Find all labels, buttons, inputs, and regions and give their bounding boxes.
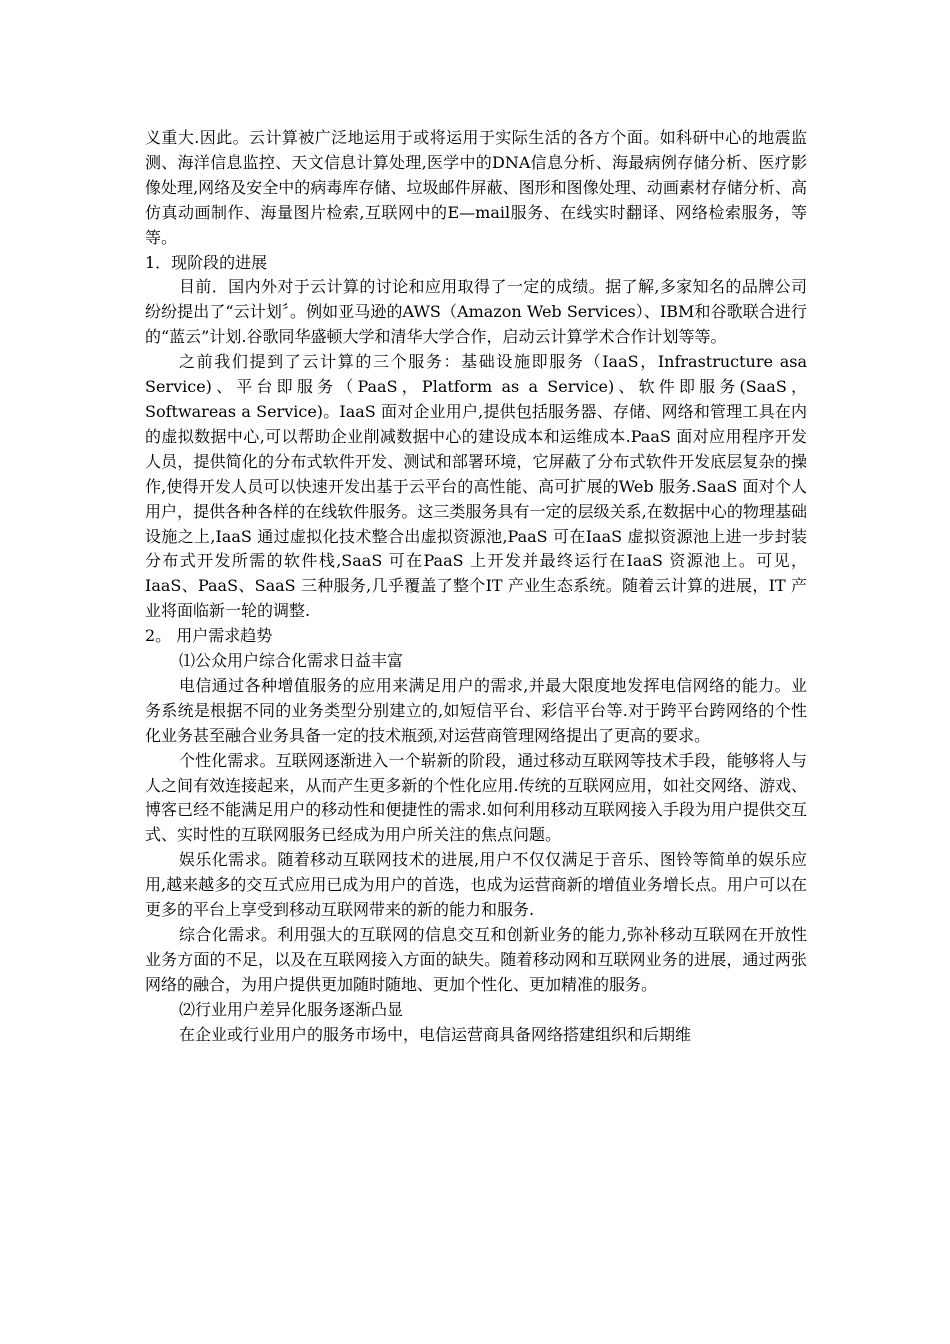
subheading-industry-users: ⑵行业用户差异化服务逐渐凸显 xyxy=(179,999,404,1019)
paragraph-integrated: 综合化需求。利用强大的互联网的信息交互和创新业务的能力,弥补移动互联网在开放性业务方面的不足，以及在互联网接入方面的缺失。随着移动网和互联网业务的进展，通过两张网络的融合，为用户提供更加随时随地、更加个性化、更加精准的服务。 xyxy=(145,925,807,994)
paragraph-intro: 义重大.因此。云计算被广泛地运用于或将运用于实际生活的各方个面。如科研中心的地震监测、海洋信息监控、天文信息计算处理,医学中的DNA信息分析、海最病例存储分析、医疗影像处理,网络及安全中的病毒库存储、垃圾邮件屏蔽、图形和图像处理、动画素材存储分析、高仿真动画制作、海量图片检索,互联网中的E—mail服务、在线实时翻译、网络检索服务，等等。 xyxy=(145,128,807,247)
section-heading-2: 2。 用户需求趋势 xyxy=(145,626,273,646)
paragraph-entertainment: 娱乐化需求。随着移动互联网技术的进展,用户不仅仅满足于音乐、图铃等简单的娱乐应用,越来越多的交互式应用已成为用户的首选，也成为运营商新的增值业务增长点。用户可以在更多的平台上享受到移动互联网带来的新的能力和服务. xyxy=(145,850,807,920)
paragraph-telecom: 电信通过各种增值服务的应用来满足用户的需求,并最大限度地发挥电信网络的能力。业务系统是根据不同的业务类型分别建立的,如短信平台、彩信平台等.对于跨平台跨网络的个性化业务甚至融合业务具备一定的技术瓶颈,对运营商管理网络提出了更高的要求。 xyxy=(145,675,807,745)
paragraph-personalized: 个性化需求。互联网逐渐进入一个崭新的阶段，通过移动互联网等技术手段，能够将人与人之间有效连接起来，从而产生更多新的个性化应用.传统的互联网应用，如社交网络、游戏、博客已经不能满足用户的移动性和便捷性的需求.如何利用移动互联网接入手段为用户提供交互式、实时性的互联网服务已经成为用户所关注的焦点问题。 xyxy=(145,750,807,845)
subheading-public-users: ⑴公众用户综合化需求日益丰富 xyxy=(179,651,404,671)
section-heading-1: 1．现阶段的进展 xyxy=(145,252,268,272)
paragraph-enterprise: 在企业或行业用户的服务市场中，电信运营商具备网络搭建组织和后期维 xyxy=(179,1024,692,1044)
paragraph-services: 之前我们提到了云计算的三个服务：基础设施即服务（IaaS，Infrastructure asa Service)、平台即服务（PaaS，Platform as a Service)、软件即服务(SaaS，Softwareas a Service)。IaaS 面对企业用户,提供包括服务器、存储、网络和管理工具在内的虚拟数据中心,可以帮助企业削减数据中心的建设成本和运维成本.PaaS 面对应用程序开发人员，提供简化的分布式软件开发、测试和部署环境，它屏蔽了分布式软件开发底层复杂的操作,使得开发人员可以快速开发出基于云平台的高性能、高可扩展的Web 服务.SaaS 面对个人用户，提供各种各样的在线软件服务。这三类服务具有一定的层级关系,在数据中心的物理基础设施之上,IaaS 通过虚拟化技术整合出虚拟资源池,PaaS 可在IaaS 虚拟资源池上进一步封装分布式开发所需的软件栈,SaaS 可在PaaS 上开发并最终运行在IaaS 资源池上。可见，IaaS、PaaS、SaaS 三种服务,几乎覆盖了整个IT 产业生态系统。随着云计算的进展，IT 产业将面临新一轮的调整. xyxy=(145,352,807,621)
document-page xyxy=(145,126,807,1048)
paragraph-progress: 目前．国内外对于云计算的讨论和应用取得了一定的成绩。据了解,多家知名的品牌公司纷纷提出了“云计划〞。例如亚马逊的AWS（Amazon Web Services）、IBM和谷歌联合进行的“蓝云”计划.谷歌同华盛顿大学和清华大学合作，启动云计算学术合作计划等等。 xyxy=(145,277,807,347)
